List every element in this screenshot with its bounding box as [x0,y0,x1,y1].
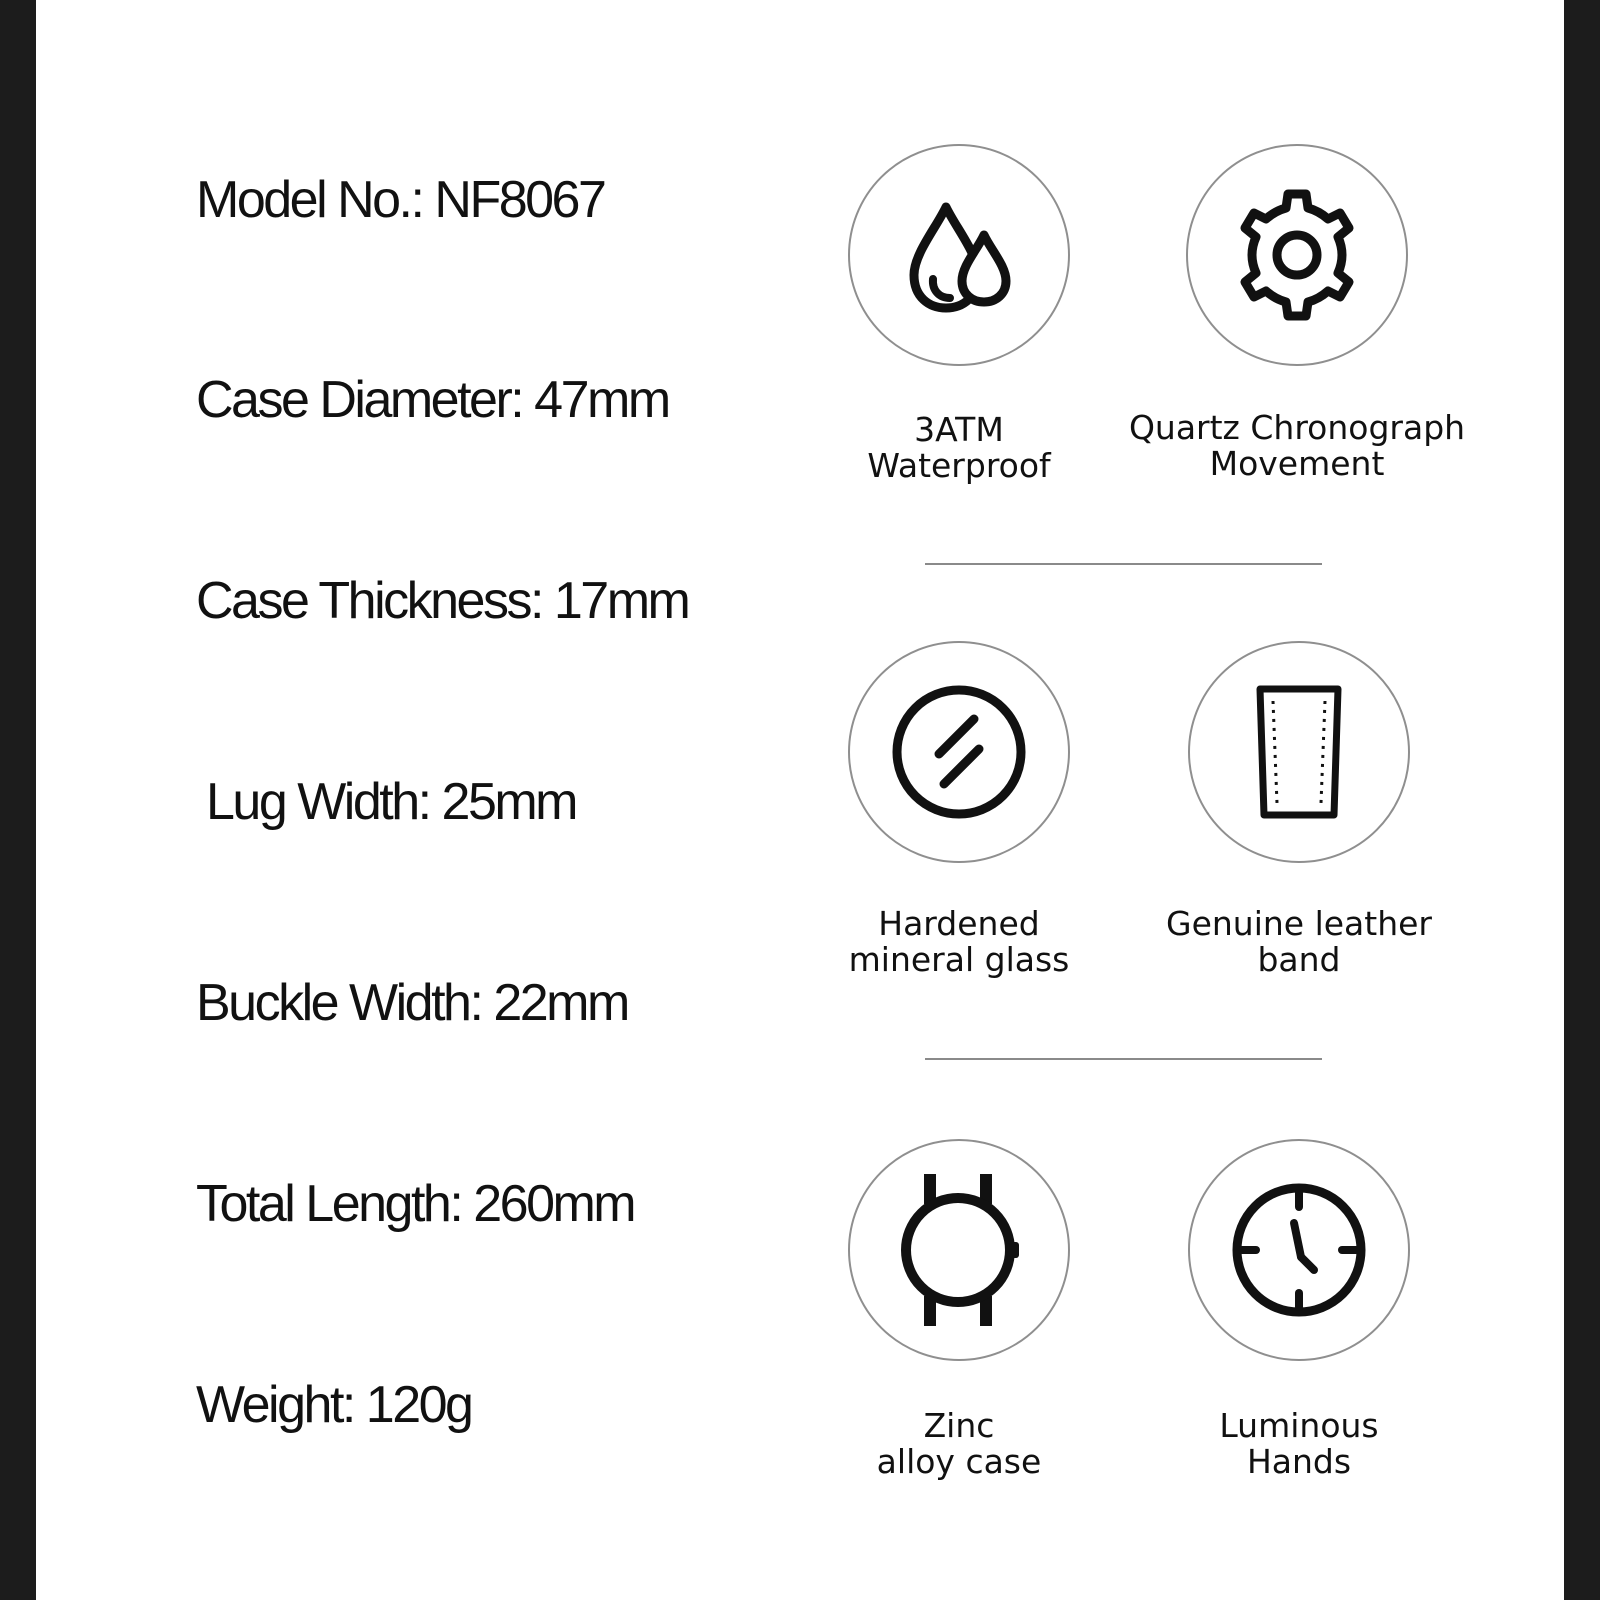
feature-waterproof [848,144,1070,366]
caption-line: mineral glass [848,940,1070,979]
spec-buckle-width: Buckle Width: 22mm [196,974,628,1032]
spec-lug-width: Lug Width: 25mm [206,773,576,831]
caption-line: Waterproof [867,446,1051,485]
spec-model-number: Model No.: NF8067 [196,171,605,229]
feature-glass [848,641,1070,863]
caption-line: Quartz Chronograph [1128,408,1466,447]
spec-panel [36,0,1564,1600]
caption-line: Zinc [923,1406,995,1445]
spec-weight: Weight: 120g [196,1376,472,1434]
watch-case-icon [884,1170,1034,1330]
feature-waterproof-caption [779,412,1139,484]
caption-line: Hardened [878,904,1040,943]
feature-band [1188,641,1410,863]
feature-movement-caption [1117,410,1477,482]
water-drops-icon [884,180,1034,330]
feature-band-caption [1119,906,1479,978]
feature-glass-caption [779,906,1139,978]
feature-hands-caption [1119,1408,1479,1480]
spec-case-thickness: Case Thickness: 17mm [196,572,689,630]
caption-line: band [1257,940,1341,979]
leather-band-icon [1224,677,1374,827]
caption-line: alloy case [876,1442,1042,1481]
caption-line: Genuine leather [1166,904,1432,943]
feature-hands [1188,1139,1410,1361]
glass-icon [884,677,1034,827]
feature-case [848,1139,1070,1361]
caption-line: Movement [1209,444,1385,483]
divider [925,1058,1322,1060]
spec-case-diameter: Case Diameter: 47mm [196,371,669,429]
divider [925,563,1322,565]
gear-icon [1222,180,1372,330]
feature-movement [1186,144,1408,366]
caption-line: Luminous [1219,1406,1379,1445]
caption-line: Hands [1246,1442,1352,1481]
caption-line: 3ATM [914,410,1004,449]
clock-hands-icon [1224,1175,1374,1325]
spec-total-length: Total Length: 260mm [196,1175,635,1233]
feature-case-caption [779,1408,1139,1480]
